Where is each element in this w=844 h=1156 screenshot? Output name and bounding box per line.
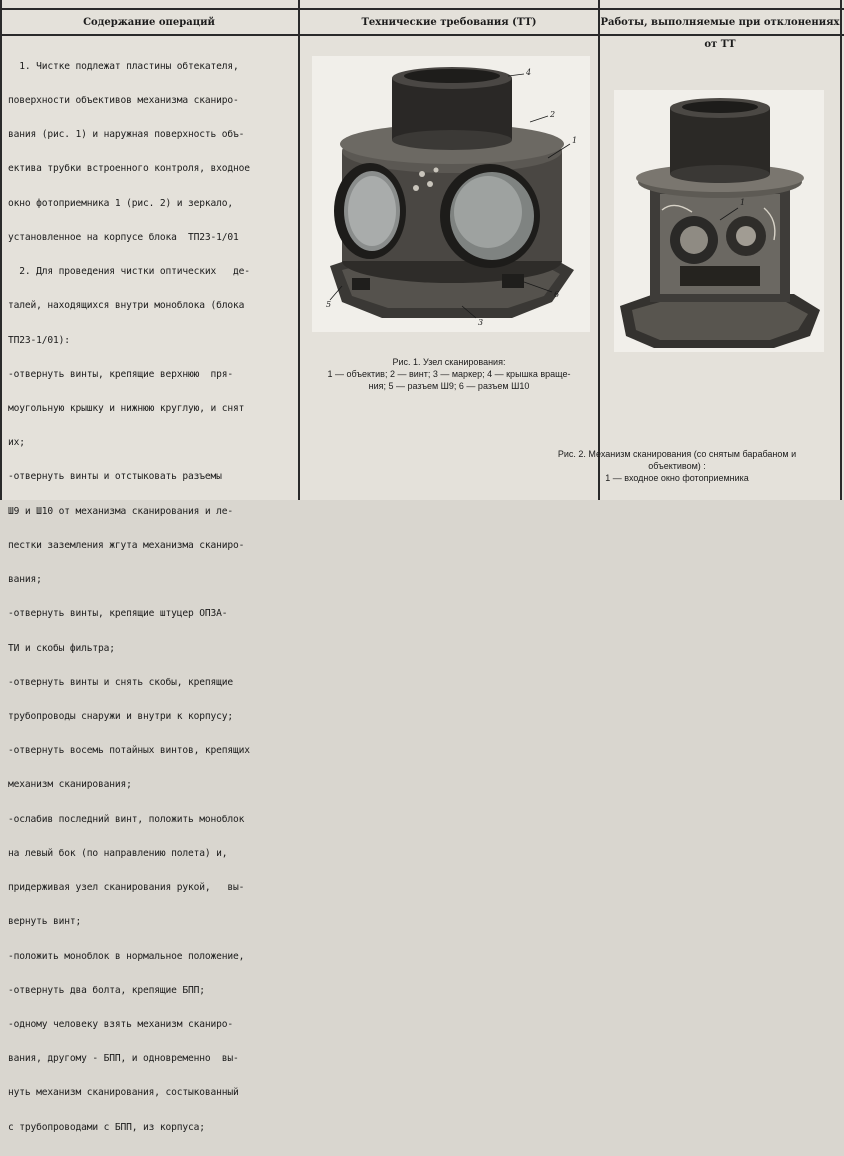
operations-line: ектива трубки встроенного контроля, входное (8, 163, 250, 175)
table-right-rule (840, 0, 842, 500)
figure2-photo (614, 90, 824, 352)
operations-line: -отвернуть винты, крепящие штуцер ОПЗА- (8, 608, 228, 620)
operations-line: их; (8, 437, 25, 449)
operations-line: на левый бок (по направлению полета) и, (8, 847, 228, 859)
operations-line: установленное на корпусе блока ТП23-1/01 (8, 231, 239, 243)
callout-6: 6 (554, 290, 560, 299)
table-top-rule (0, 8, 844, 10)
operations-line: придерживая узел сканирования рукой, вы- (8, 882, 245, 894)
operations-line: талей, находящихся внутри моноблока (блока (8, 300, 245, 312)
callout-5: 5 (326, 300, 332, 309)
caption-line: 1 — входное окно фотоприемника (605, 473, 749, 483)
operations-line: 2. Для проведения чистки оптических де- (8, 266, 250, 278)
operations-text (8, 38, 308, 1156)
operations-line: вания (рис. 1) и наружная поверхность объ- (8, 129, 245, 141)
figure1-photo (312, 56, 590, 332)
header-deviations: Работы, выполняемые при отклонениях от ТТ (600, 17, 840, 50)
scanning-unit-illustration (312, 56, 590, 332)
caption-line: объективом) : (648, 461, 706, 471)
operations-line: трубопроводы снаружи и внутри к корпусу; (8, 710, 234, 722)
operations-line: окно фотоприемника 1 (рис. 2) и зеркало, (8, 197, 234, 209)
scanning-mechanism-illustration (614, 90, 824, 352)
connector-sh10 (502, 274, 524, 288)
column-divider-2 (598, 0, 600, 500)
operations-line: -отвернуть винты, крепящие верхнюю пря- (8, 368, 234, 380)
connector-sh9 (352, 278, 370, 290)
figure2-caption (520, 448, 834, 484)
callout-3: 3 (478, 318, 484, 327)
operations-line: -отвернуть восемь потайных винтов, крепящих (8, 745, 250, 757)
operations-line: Ш9 и Ш10 от механизма сканирования и ле- (8, 505, 234, 517)
header-requirements: Технические требования (ТТ) (361, 17, 537, 28)
operations-line: вания; (8, 574, 42, 586)
operations-line: -одному человеку взять механизм сканиро- (8, 1018, 234, 1030)
operations-line: -отвернуть два болта, крепящие БПП; (8, 984, 205, 996)
caption-line: Рис. 1. Узел сканирования: (392, 357, 506, 367)
caption-line: Рис. 2. Механизм сканирования (со снятым барабаном и (557, 449, 797, 459)
operations-line: механизм сканирования; (8, 779, 132, 791)
operations-line: вания, другому - БПП, и одновременно вы- (8, 1053, 239, 1065)
operations-line: нуть механизм сканирования, состыкованный (8, 1087, 239, 1099)
operations-line: ТП23-1/01): (8, 334, 70, 346)
header-operations: Содержание операций (83, 17, 215, 28)
operations-line: 1. Чистке подлежат пластины обтекателя, (8, 60, 239, 72)
operations-line: -ослабив последний винт, положить моноблок (8, 813, 245, 825)
operations-line: с трубопроводами с БПП, из корпуса; (8, 1121, 205, 1133)
callout-1: 1 (572, 136, 578, 145)
operations-line: ТИ и скобы фильтра; (8, 642, 115, 654)
operations-line: поверхности объективов механизма сканиро- (8, 95, 239, 107)
operations-line: вернуть винт; (8, 916, 82, 928)
operations-line: пестки заземления жгута механизма сканиро- (8, 539, 245, 551)
table-left-rule (0, 0, 2, 500)
operations-line: -отвернуть винты и снять скобы, крепящие (8, 676, 234, 688)
callout-2: 2 (550, 110, 556, 119)
caption-line: 1 — объектив; 2 — винт; 3 — маркер; 4 — крышка враще- (327, 369, 571, 379)
operations-line: -отвернуть винты и отстыковать разъемы (8, 471, 222, 483)
operations-line: моугольную крышку и нижнюю круглую, и снят (8, 403, 245, 414)
callout-4: 4 (526, 68, 532, 77)
callout-1: 1 (740, 198, 746, 207)
figure1-caption (300, 356, 598, 392)
operations-line: -положить моноблок в нормальное положение, (8, 950, 245, 962)
caption-line: ния; 5 — разъем Ш9; 6 — разъем Ш10 (368, 381, 530, 391)
